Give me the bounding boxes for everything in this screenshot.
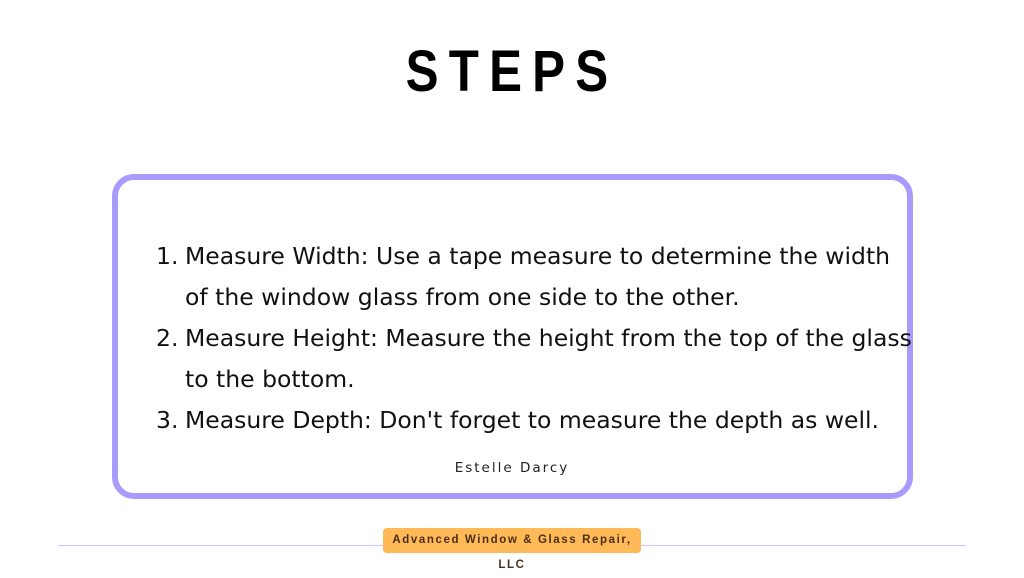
step-item [156,236,916,318]
step-text: Measure Depth: Don't forget to measure the depth as well. [185,406,880,434]
step-text: Measure Height: Measure the height from the top of the glass to the bottom. [185,324,912,393]
step-number: 1. [156,242,179,270]
step-text: Measure Width: Use a tape measure to determine the width of the window glass from one side to the other. [185,242,891,311]
step-item [156,318,916,400]
step-number: 3. [156,406,179,434]
company-badge: Advanced Window & Glass Repair, LLC [383,528,641,553]
step-item [156,400,916,441]
steps-list [156,236,916,441]
page-title: STEPS [405,39,619,104]
step-number: 2. [156,324,179,352]
author-name: Estelle Darcy [454,460,570,476]
